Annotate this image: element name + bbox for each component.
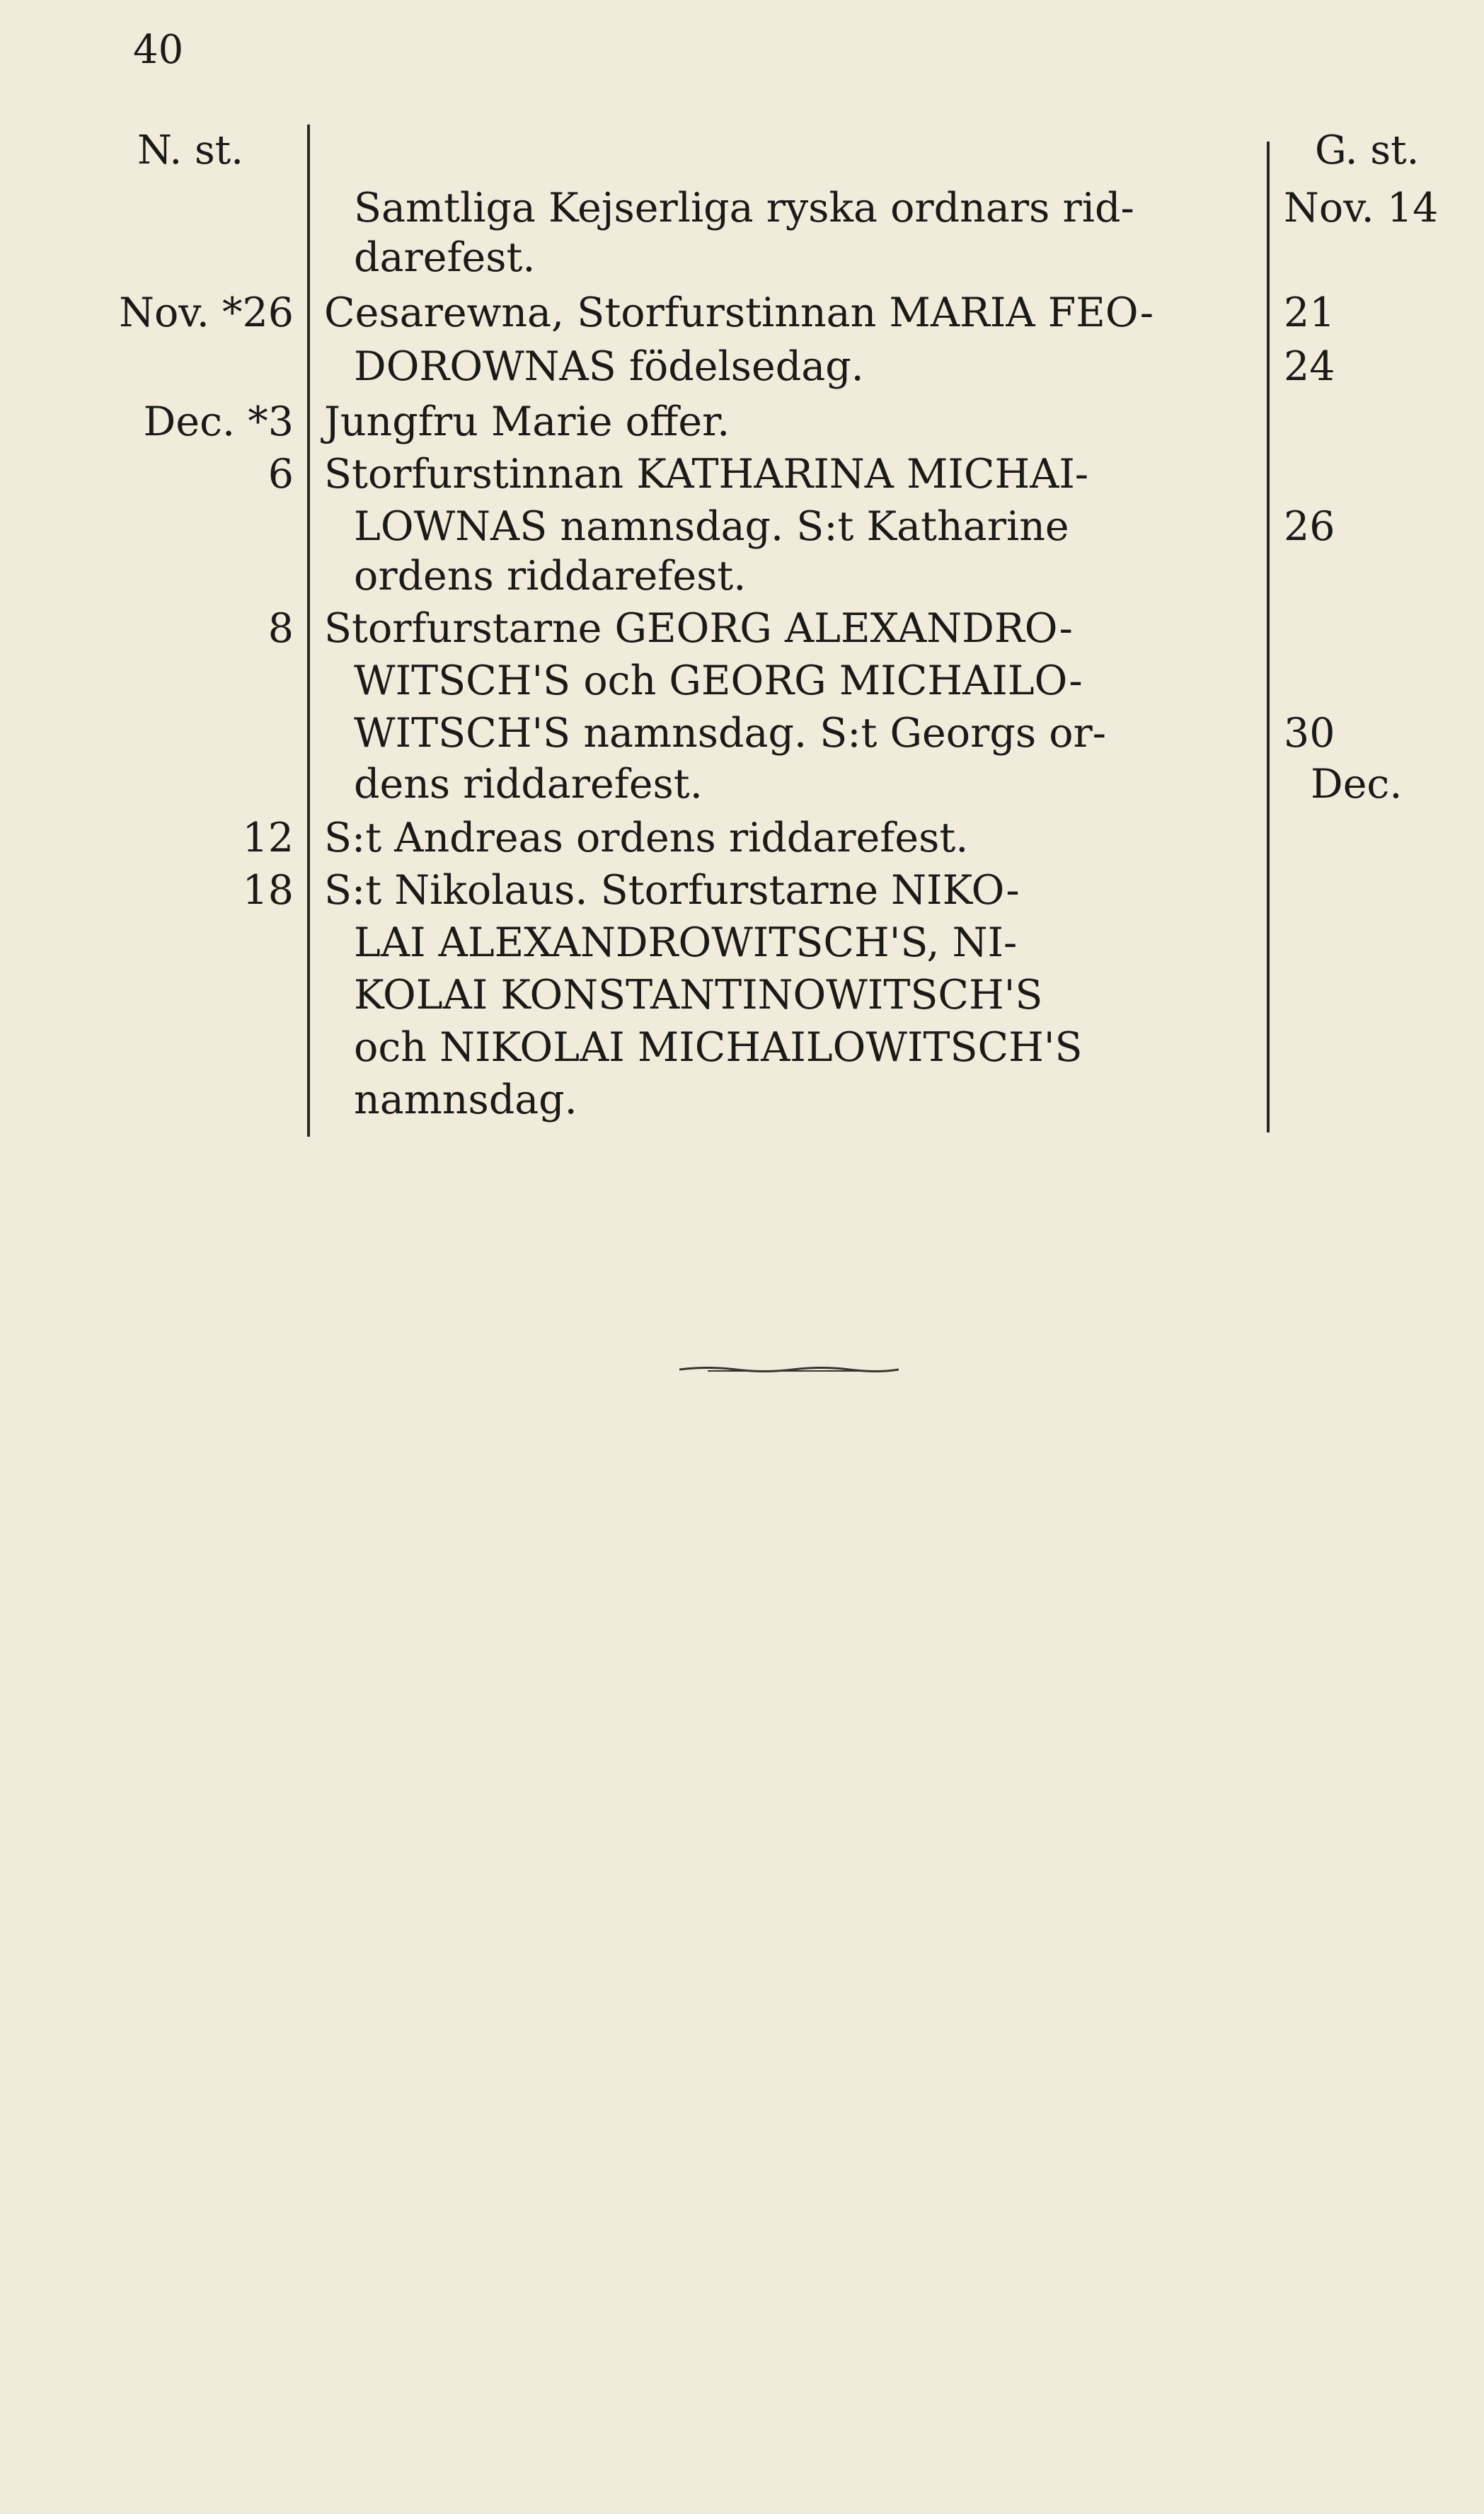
entry-text: dens riddarefest. [354, 761, 703, 808]
entry-text: namnsdag. [354, 1077, 577, 1123]
entry-line [0, 862, 1484, 919]
entry-text: LAI ALEXANDROWITSCH'S, NI- [354, 919, 1018, 966]
entry-text: WITSCH'S namnsdag. S:t Georgs or- [354, 710, 1107, 757]
old-style-date: 12 [242, 815, 294, 861]
entry-line [0, 229, 1484, 286]
entry-line [0, 548, 1484, 604]
entry-text: KOLAI KONSTANTINOWITSCH'S [354, 972, 1043, 1018]
new-style-date: 21 [1284, 289, 1335, 336]
old-style-date: Dec. *3 [143, 398, 294, 445]
old-style-date: 8 [268, 605, 294, 652]
new-style-date: Dec. [1311, 761, 1403, 808]
entry-text: Storfurstarne GEORG ALEXANDRO- [324, 605, 1073, 652]
entry-line [0, 498, 1484, 555]
entry-line [0, 705, 1484, 762]
entry-line [0, 180, 1484, 236]
entry-text: Samtliga Kejserliga ryska ordnars rid- [354, 185, 1134, 231]
new-style-date: Nov. 14 [1284, 185, 1439, 231]
entry-text: LOWNAS namnsdag. S:t Katharine [354, 503, 1069, 550]
new-style-date: 30 [1284, 710, 1335, 757]
entry-line [0, 653, 1484, 709]
header-old-style: N. st. [137, 127, 244, 173]
entry-line [0, 394, 1484, 450]
entry-text: och NIKOLAI MICHAILOWITSCH'S [354, 1024, 1083, 1071]
end-ornament-rule [679, 1365, 899, 1374]
entry-text: Storfurstinnan KATHARINA MICHAI- [324, 451, 1089, 498]
entry-line [0, 810, 1484, 866]
entry-line [0, 914, 1484, 971]
old-style-date: 18 [242, 867, 294, 914]
new-style-date: 24 [1284, 343, 1335, 390]
entry-text: DOROWNAS födelsedag. [354, 343, 864, 390]
header-new-style: G. st. [1315, 127, 1420, 173]
entry-line [0, 446, 1484, 503]
entry-line [0, 338, 1484, 395]
entry-text: darefest. [354, 234, 536, 281]
entry-line [0, 285, 1484, 341]
entry-text: Jungfru Marie offer. [324, 398, 730, 445]
entry-text: WITSCH'S och GEORG MICHAILO- [354, 658, 1083, 704]
new-style-date: 26 [1284, 503, 1335, 550]
entry-line [0, 756, 1484, 813]
entry-text: ordens riddarefest. [354, 553, 747, 599]
entry-line [0, 967, 1484, 1023]
page-number: 40 [133, 27, 184, 73]
old-style-date: Nov. *26 [119, 289, 294, 336]
entry-text: Cesarewna, Storfurstinnan MARIA FEO- [324, 289, 1154, 336]
old-style-date: 6 [268, 451, 294, 498]
entry-text: S:t Nikolaus. Storfurstarne NIKO- [324, 867, 1020, 914]
entry-line [0, 600, 1484, 657]
entry-line [0, 1072, 1484, 1128]
entry-line [0, 1019, 1484, 1076]
entry-text: S:t Andreas ordens riddarefest. [324, 815, 969, 861]
